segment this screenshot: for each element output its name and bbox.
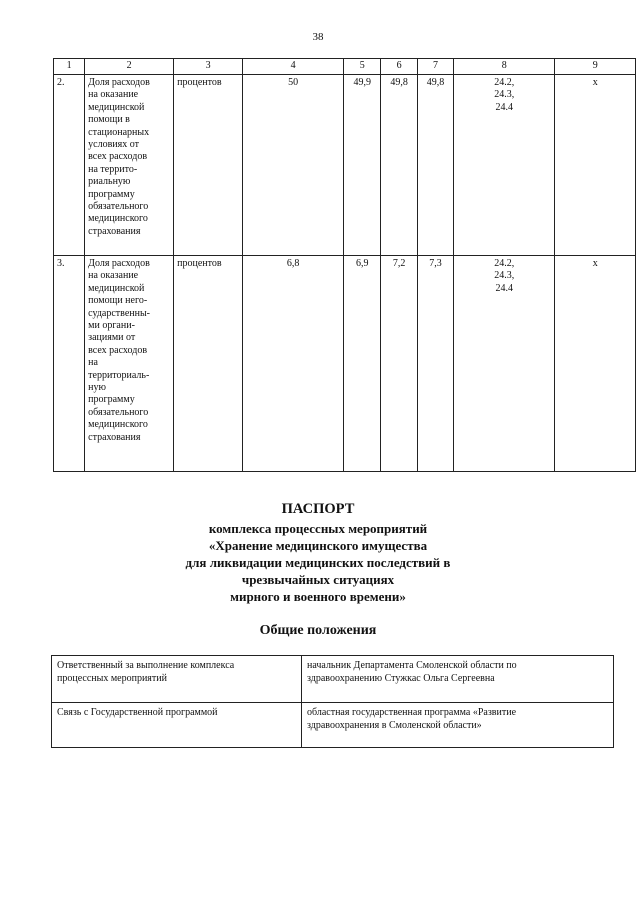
value-cell: областная государственная программа «Развитие здравоохранения в Смоленской области» [302,703,614,748]
column-header: 8 [454,59,555,75]
column-header: 1 [54,59,85,75]
passport-subtitle: комплекса процессных мероприятий «Хранение медицинского имущества для ликвидации медицинских последствий в чрезвычайных ситуациях мирного и военного времени» [185,521,451,604]
label-cell: Связь с Государственной программой [52,703,302,748]
column-header: 6 [381,59,417,75]
table-row [52,703,614,748]
unit-cell: процентов [174,256,243,472]
value-cell: х [555,256,636,472]
column-header: 5 [344,59,381,75]
unit-cell: процентов [174,75,243,256]
table-row [54,256,636,472]
passport-title: ПАСПОРТ [281,501,355,517]
row-number: 3. [54,256,85,472]
table-header-row [54,59,636,75]
row-number: 2. [54,75,85,256]
value-cell: 49,9 [344,75,381,256]
value-cell: х [555,75,636,256]
table-row [52,656,614,703]
column-header: 3 [174,59,243,75]
page-number: 38 [312,31,324,43]
value-cell: 49,8 [381,75,417,256]
value-cell: 7,2 [381,256,417,472]
value-cell: 6,8 [243,256,344,472]
reference-cell: 24.2, 24.3, 24.4 [454,256,555,472]
label-cell: Ответственный за выполнение комплекса процессных мероприятий [52,656,302,703]
value-cell: 49,8 [417,75,453,256]
indicators-table [53,58,636,472]
value-cell: 7,3 [417,256,453,472]
reference-cell: 24.2, 24.3, 24.4 [454,75,555,256]
value-cell: 6,9 [344,256,381,472]
column-header: 9 [555,59,636,75]
indicator-name: Доля расходов на оказание медицинской помощи в стационарных условиях от всех расходов на террито- риальную программу обязательного медицинского страхования [85,75,174,256]
general-provisions-heading: Общие положения [259,623,377,638]
column-header: 4 [243,59,344,75]
column-header: 7 [417,59,453,75]
indicator-name: Доля расходов на оказание медицинской помощи него- сударственны- ми органи- зациями от всех расходов на территориаль- ную программу обязательного медицинского страхования [85,256,174,472]
general-provisions-table [51,655,614,748]
column-header: 2 [85,59,174,75]
value-cell: начальник Департамента Смоленской области по здравоохранению Стужкас Ольга Сергеевна [302,656,614,703]
value-cell: 50 [243,75,344,256]
table-row [54,75,636,256]
